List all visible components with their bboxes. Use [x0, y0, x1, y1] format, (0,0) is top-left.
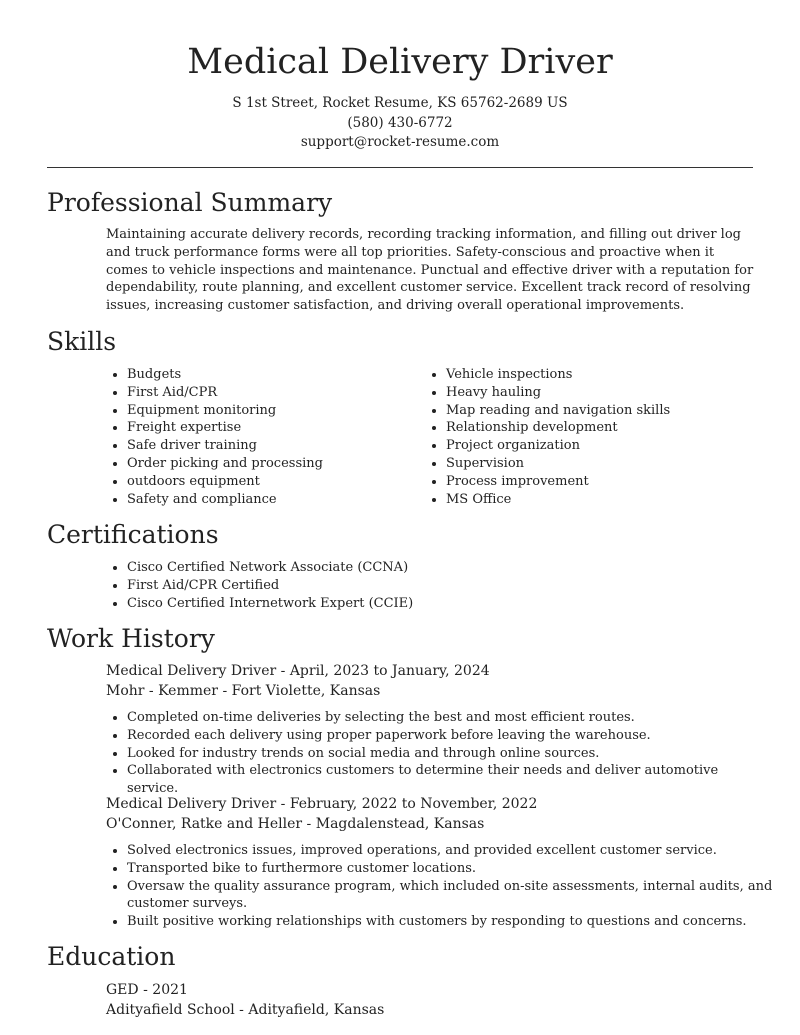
contact-email: support@rocket-resume.com: [300, 134, 500, 150]
summary-text: Maintaining accurate delivery records, recording tracking information, and filling out driver log and truck performance forms were all top priorities. Safety-conscious and proactive when it comes to vehicle inspections and maintenance. Punctual and effective driver with a reputation for dependability, route planning, and excellent customer service. Excellent track record of resolving issues, increasing customer satisfaction, and driving overall operational improvements.: [106, 227, 754, 314]
skill-item: • Freight expertise: [127, 419, 417, 437]
skill-item: • Supervision: [446, 455, 756, 473]
separator: -: [276, 796, 290, 812]
education-school: Adityafield School: [106, 1001, 235, 1018]
job-bullet: • Solved electronics issues, improved operations, and provided excellent customer service.: [127, 842, 775, 860]
skill-item: • Project organization: [446, 437, 756, 455]
skill-item: • outdoors equipment: [127, 473, 417, 491]
separator: -: [138, 982, 153, 998]
education-entry: [106, 981, 756, 1020]
job-header: [106, 662, 756, 701]
separator: -: [234, 1001, 249, 1018]
separator: -: [302, 815, 316, 832]
job-header: [106, 795, 756, 834]
certification-item: • Cisco Certified Network Associate (CCNA): [127, 559, 757, 577]
certifications-title: Certifications: [47, 520, 219, 549]
job-company: Mohr - Kemmer: [106, 682, 218, 699]
job-location: Fort Violette, Kansas: [231, 682, 381, 699]
skill-item: • MS Office: [446, 491, 756, 509]
summary-title: Professional Summary: [47, 188, 333, 217]
contact-block: [47, 94, 753, 153]
job-company-line: [106, 815, 756, 835]
job-bullet: • Recorded each delivery using proper paperwork before leaving the warehouse.: [127, 727, 757, 745]
skills-title: Skills: [47, 327, 117, 356]
skill-item: • Relationship development: [446, 419, 756, 437]
job-bullets: [106, 842, 775, 931]
skill-item: • Process improvement: [446, 473, 756, 491]
job-bullet: • Looked for industry trends on social media and through online sources.: [127, 745, 757, 763]
job-bullet: • Built positive working relationships with customers by responding to questions and concerns.: [127, 913, 775, 931]
skills-list-left: [106, 366, 417, 508]
job-bullets: [106, 709, 757, 798]
certification-item: • First Aid/CPR Certified: [127, 577, 757, 595]
skill-item: • Vehicle inspections: [446, 366, 756, 384]
skill-item: • Safe driver training: [127, 437, 417, 455]
job-location: Magdalenstead, Kansas: [315, 815, 485, 832]
job-company-line: [106, 682, 756, 702]
education-title: Education: [47, 942, 176, 971]
job-title-line: [106, 662, 756, 682]
job-title-line: [106, 795, 756, 815]
education-school-line: [106, 1001, 756, 1021]
skill-item: • Map reading and navigation skills: [446, 402, 756, 420]
education-degree: GED: [106, 982, 139, 998]
job-bullet: • Oversaw the quality assurance program, which included on-site assessments, internal audits, and customer surveys.: [127, 878, 775, 914]
certification-item: • Cisco Certified Internetwork Expert (CCIE): [127, 595, 757, 613]
skill-item: • First Aid/CPR: [127, 384, 417, 402]
skill-item: • Heavy hauling: [446, 384, 756, 402]
skill-item: • Safety and compliance: [127, 491, 417, 509]
skills-list-right: [425, 366, 756, 508]
job-position: Medical Delivery Driver: [106, 663, 277, 679]
education-degree-line: [106, 981, 756, 1001]
resume-name: Medical Delivery Driver: [187, 42, 613, 82]
skill-item: • Budgets: [127, 366, 417, 384]
education-location: Adityafield, Kansas: [248, 1001, 385, 1018]
skill-item: • Equipment monitoring: [127, 402, 417, 420]
skill-item: • Order picking and processing: [127, 455, 417, 473]
header-divider: [47, 167, 753, 168]
certifications-list: [106, 559, 757, 612]
job-dates: April, 2023 to January, 2024: [289, 663, 490, 679]
education-year: 2021: [152, 982, 188, 998]
work-history-title: Work History: [47, 624, 215, 653]
separator: -: [218, 682, 232, 699]
job-company: O'Conner, Ratke and Heller: [106, 815, 303, 832]
separator: -: [276, 663, 290, 679]
job-bullet: • Transported bike to furthermore customer locations.: [127, 860, 775, 878]
job-dates: February, 2022 to November, 2022: [289, 796, 538, 812]
contact-phone: (580) 430-6772: [347, 114, 453, 131]
job-bullet: • Collaborated with electronics customers to determine their needs and deliver automotive service.: [127, 762, 757, 798]
contact-address: S 1st Street, Rocket Resume, KS 65762-2689 US: [232, 95, 568, 111]
job-position: Medical Delivery Driver: [106, 796, 277, 812]
job-bullet: • Completed on-time deliveries by selecting the best and most efficient routes.: [127, 709, 757, 727]
